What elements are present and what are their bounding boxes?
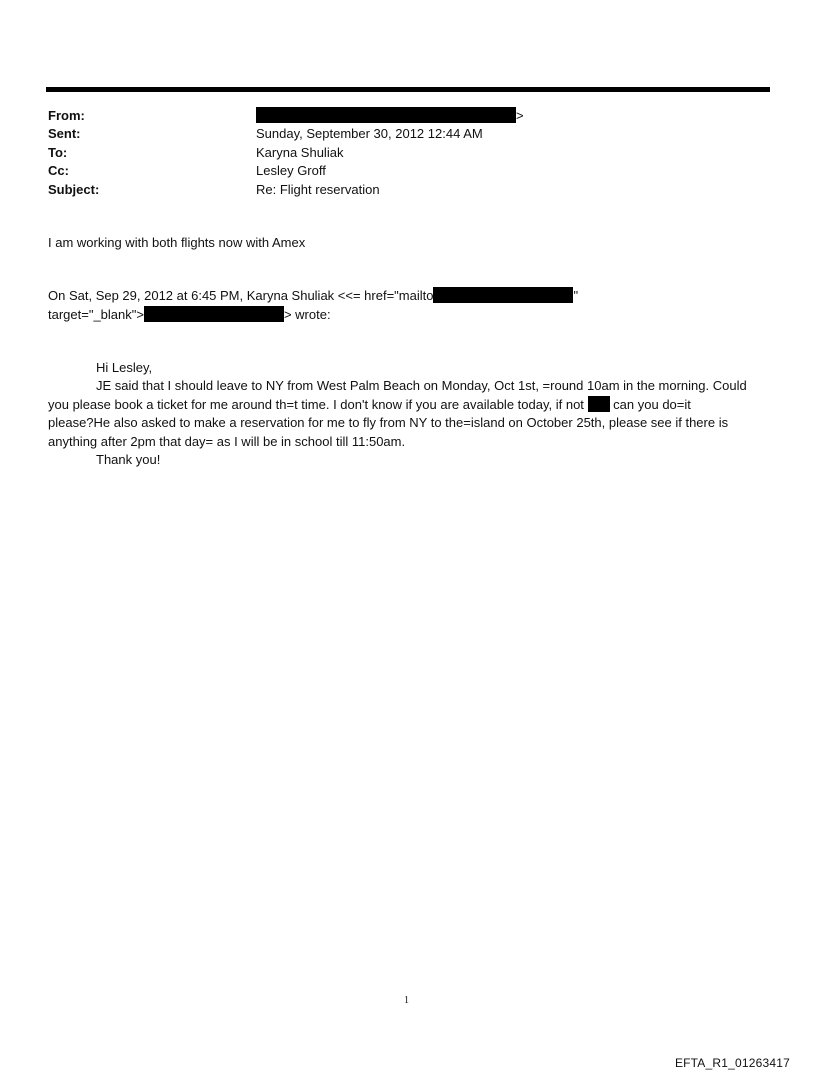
redaction-box — [588, 396, 610, 412]
greeting — [48, 359, 778, 377]
quote-line-1-suffix: " — [573, 288, 579, 303]
quote-line-1-prefix: On Sat, Sep 29, 2012 at 6:45 PM, Karyna Shuliak <<= href="mailto — [48, 288, 434, 303]
paragraph-line-2 — [48, 396, 778, 414]
signoff-text: Thank you! — [96, 452, 161, 467]
paragraph-line-2-a: you please book a ticket for me around th=t time. I don't know if you are available today, if not — [48, 397, 584, 412]
quote-line-1 — [48, 287, 578, 305]
to-value: Karyna Shuliak — [256, 145, 344, 160]
sent-value: Sunday, September 30, 2012 12:44 AM — [256, 126, 483, 141]
from-label: From: — [48, 108, 85, 123]
paragraph-line-4: anything after 2pm that day= as I will be in school till 11:50am. — [48, 434, 406, 449]
from-suffix: > — [516, 108, 524, 123]
quote-line-2 — [48, 306, 331, 324]
to-label: To: — [48, 145, 68, 160]
cc-value: Lesley Groff — [256, 163, 326, 178]
bates-number: EFTA_R1_01263417 — [674, 1056, 790, 1070]
page-number: 1 — [404, 995, 409, 1006]
sent-label: Sent: — [48, 126, 81, 141]
subject-value: Re: Flight reservation — [256, 182, 380, 197]
signoff — [48, 451, 778, 469]
redaction-box — [144, 306, 284, 322]
paragraph-line-1 — [48, 377, 778, 395]
paragraph-line-2-b: can you do=it — [613, 397, 691, 412]
paragraph-line-3: please?He also asked to make a reservation for me to fly from NY to the=island on October 25th, please see if there is — [48, 415, 729, 430]
redaction-box — [433, 287, 573, 303]
redaction-box — [256, 107, 516, 123]
from-value — [256, 107, 524, 125]
greeting-text: Hi Lesley, — [96, 360, 153, 375]
paragraph-line-1-text: JE said that I should leave to NY from West Palm Beach on Monday, Oct 1st, =round 10am in the morning. Could — [96, 378, 747, 393]
cc-label: Cc: — [48, 163, 69, 178]
quote-line-2-suffix: > wrote: — [283, 307, 331, 322]
header-rule — [46, 87, 770, 92]
reply-text: I am working with both flights now with Amex — [48, 235, 306, 250]
subject-label: Subject: — [48, 182, 100, 197]
quote-line-2-prefix: target="_blank"> — [48, 307, 144, 322]
